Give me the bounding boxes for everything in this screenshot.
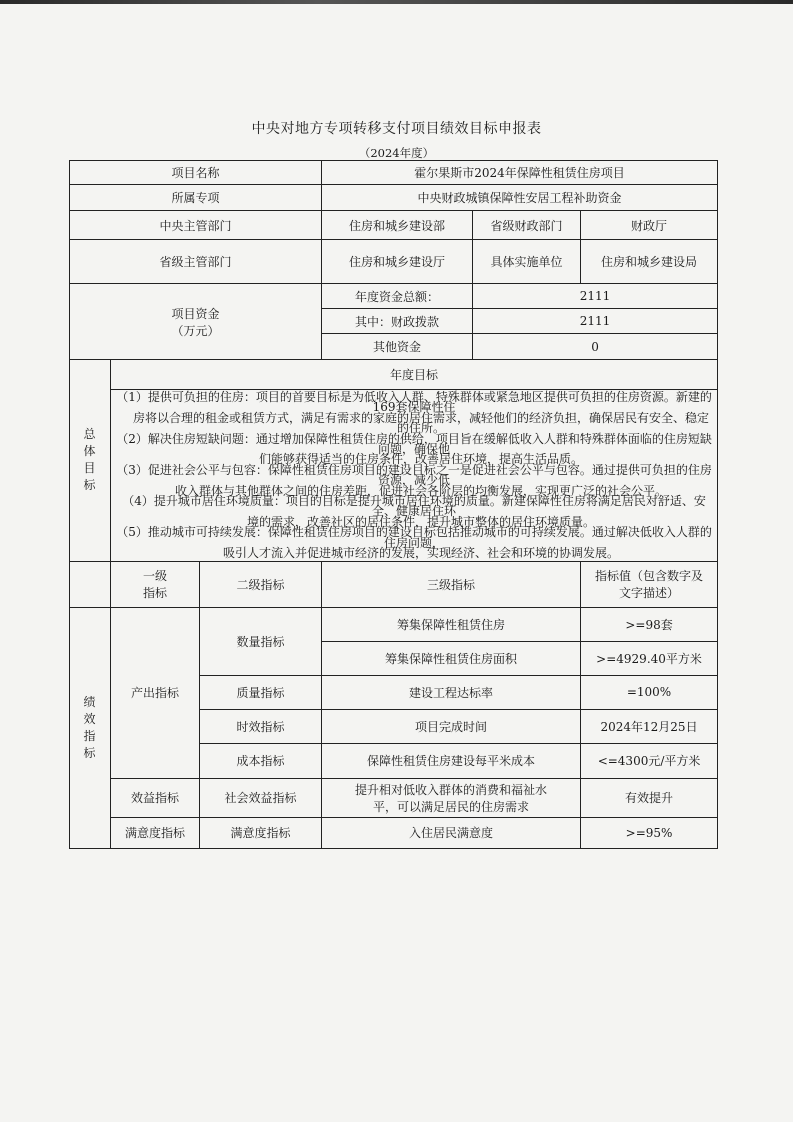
funds-label-line2: （万元） — [171, 323, 220, 338]
goal-line: （2）解决住房短缺问题：通过增加保障性租赁住房的供给，项目旨在缓解低收入人群和特殊群体面临的住房短缺问题，确保他 — [116, 431, 712, 457]
quantity-indicator-label: 数量指标 — [200, 607, 322, 675]
funds-label-line1: 项目资金 — [171, 306, 220, 321]
funds-other-value: 0 — [473, 334, 718, 360]
overall-goal-side-label: 总 体 目 标 — [70, 360, 111, 562]
indicator-row — [70, 607, 718, 641]
goal-line: 们能够获得适当的住房条件，改善居住环境，提高生活品质。 — [259, 452, 584, 467]
row-funds-total — [70, 284, 718, 309]
funds-label — [70, 284, 322, 360]
document-title: 中央对地方专项转移支付项目绩效目标申报表 — [251, 121, 542, 137]
goal-line: （1）提供可负担的住房：项目的首要目标是为低收入人群、特殊群体或紧急地区提供可负担的住房资源。新建的169套保障性住 — [116, 390, 712, 415]
satisfaction-sub-label: 满意度指标 — [200, 817, 322, 848]
project-name-label: 项目名称 — [70, 161, 322, 185]
funds-total-value: 2111 — [473, 284, 718, 309]
indicator-name: 筹集保障性租赁住房 — [322, 607, 581, 641]
indicator-name: 项目完成时间 — [322, 709, 581, 743]
annual-goal-text — [111, 390, 718, 562]
goal-line: 境的需求，改善社区的居住条件，提升城市整体的居住环境质量。 — [247, 514, 596, 529]
goal-line: （4）提升城市居住环境质量：项目的目标是提升城市居住环境的质量。新建保障性住房将满足居民对舒适、安全、健康居住环 — [122, 494, 706, 519]
output-indicator-label: 产出指标 — [111, 607, 200, 778]
indicator-row — [70, 778, 718, 817]
central-dept-value: 住房和城乡建设部 — [322, 211, 473, 240]
goal-line: 房将以合理的租金或租赁方式，满足有需求的家庭的居住需求，减轻他们的经济负担，确保居民有安全、稳定的住所。 — [133, 410, 710, 436]
annual-goal-header: 年度目标 — [111, 360, 718, 390]
row-project-name — [70, 161, 718, 185]
prov-finance-value: 财政厅 — [581, 211, 718, 240]
goal-line: （3）促进社会公平与包容：保障性租赁住房项目的建设目标之一是促进社会公平与包容。通过提供可负担的住房资源，减少低 — [116, 462, 712, 488]
header-level2: 二级指标 — [200, 561, 322, 607]
prov-dept-value: 住房和城乡建设厅 — [322, 240, 473, 284]
indicator-row — [70, 817, 718, 848]
indicator-name: 建设工程达标率 — [322, 675, 581, 709]
indicator-value: =100% — [581, 675, 718, 709]
impl-unit-label: 具体实施单位 — [473, 240, 581, 284]
funds-fiscal-label: 其中：财政拨款 — [322, 309, 473, 334]
indicator-name: 提升相对低收入群体的消费和福祉水 平，可以满足居民的住房需求 — [322, 778, 581, 817]
row-prov-dept — [70, 240, 718, 284]
indicator-header-blank — [70, 561, 111, 607]
quality-indicator-label: 质量指标 — [200, 675, 322, 709]
benefit-indicator-label: 效益指标 — [111, 778, 200, 817]
impl-unit-value: 住房和城乡建设局 — [581, 240, 718, 284]
social-benefit-label: 社会效益指标 — [200, 778, 322, 817]
row-annual-goal-header — [70, 360, 718, 390]
indicator-name: 入住居民满意度 — [322, 817, 581, 848]
goal-line: （5）推动城市可持续发展：保障性租赁住房项目的建设目标包括推动城市的可持续发展。通过解决低收入人群的住房问题， — [116, 525, 712, 550]
row-special — [70, 185, 718, 211]
indicator-name: 筹集保障性租赁住房面积 — [322, 641, 581, 675]
indicator-value: >=95% — [581, 817, 718, 848]
timeliness-indicator-label: 时效指标 — [200, 709, 322, 743]
document-year: （2024年度） — [358, 146, 435, 160]
performance-side-label: 绩 效 指 标 — [70, 607, 111, 848]
project-name-value: 霍尔果斯市2024年保障性租赁住房项目 — [322, 161, 718, 185]
funds-other-label: 其他资金 — [322, 334, 473, 360]
funds-fiscal-value: 2111 — [473, 309, 718, 334]
goal-line: 收入群体与其他群体之间的住房差距，促进社会各阶层的均衡发展，实现更广泛的社会公平。 — [175, 483, 668, 498]
indicator-value: 有效提升 — [581, 778, 718, 817]
scan-edge — [0, 0, 793, 4]
header-level1: 一级 指标 — [111, 561, 200, 607]
cost-indicator-label: 成本指标 — [200, 743, 322, 778]
prov-dept-label: 省级主管部门 — [70, 240, 322, 284]
satisfaction-indicator-label: 满意度指标 — [111, 817, 200, 848]
prov-finance-label: 省级财政部门 — [473, 211, 581, 240]
header-level3: 三级指标 — [322, 561, 581, 607]
special-label: 所属专项 — [70, 185, 322, 211]
row-annual-goal-text — [70, 390, 718, 562]
row-central-dept — [70, 211, 718, 240]
performance-target-form — [69, 160, 718, 849]
funds-total-label: 年度资金总额： — [322, 284, 473, 309]
indicator-value: >=98套 — [581, 607, 718, 641]
indicator-value: 2024年12月25日 — [581, 709, 718, 743]
indicator-value: <=4300元/平方米 — [581, 743, 718, 778]
indicator-value: >=4929.40平方米 — [581, 641, 718, 675]
goal-line: 吸引人才流入并促进城市经济的发展，实现经济、社会和环境的协调发展。 — [223, 546, 620, 561]
header-value: 指标值（包含数字及 文字描述） — [581, 561, 718, 607]
row-indicator-header — [70, 561, 718, 607]
indicator-name: 保障性租赁住房建设每平米成本 — [322, 743, 581, 778]
special-value: 中央财政城镇保障性安居工程补助资金 — [322, 185, 718, 211]
central-dept-label: 中央主管部门 — [70, 211, 322, 240]
